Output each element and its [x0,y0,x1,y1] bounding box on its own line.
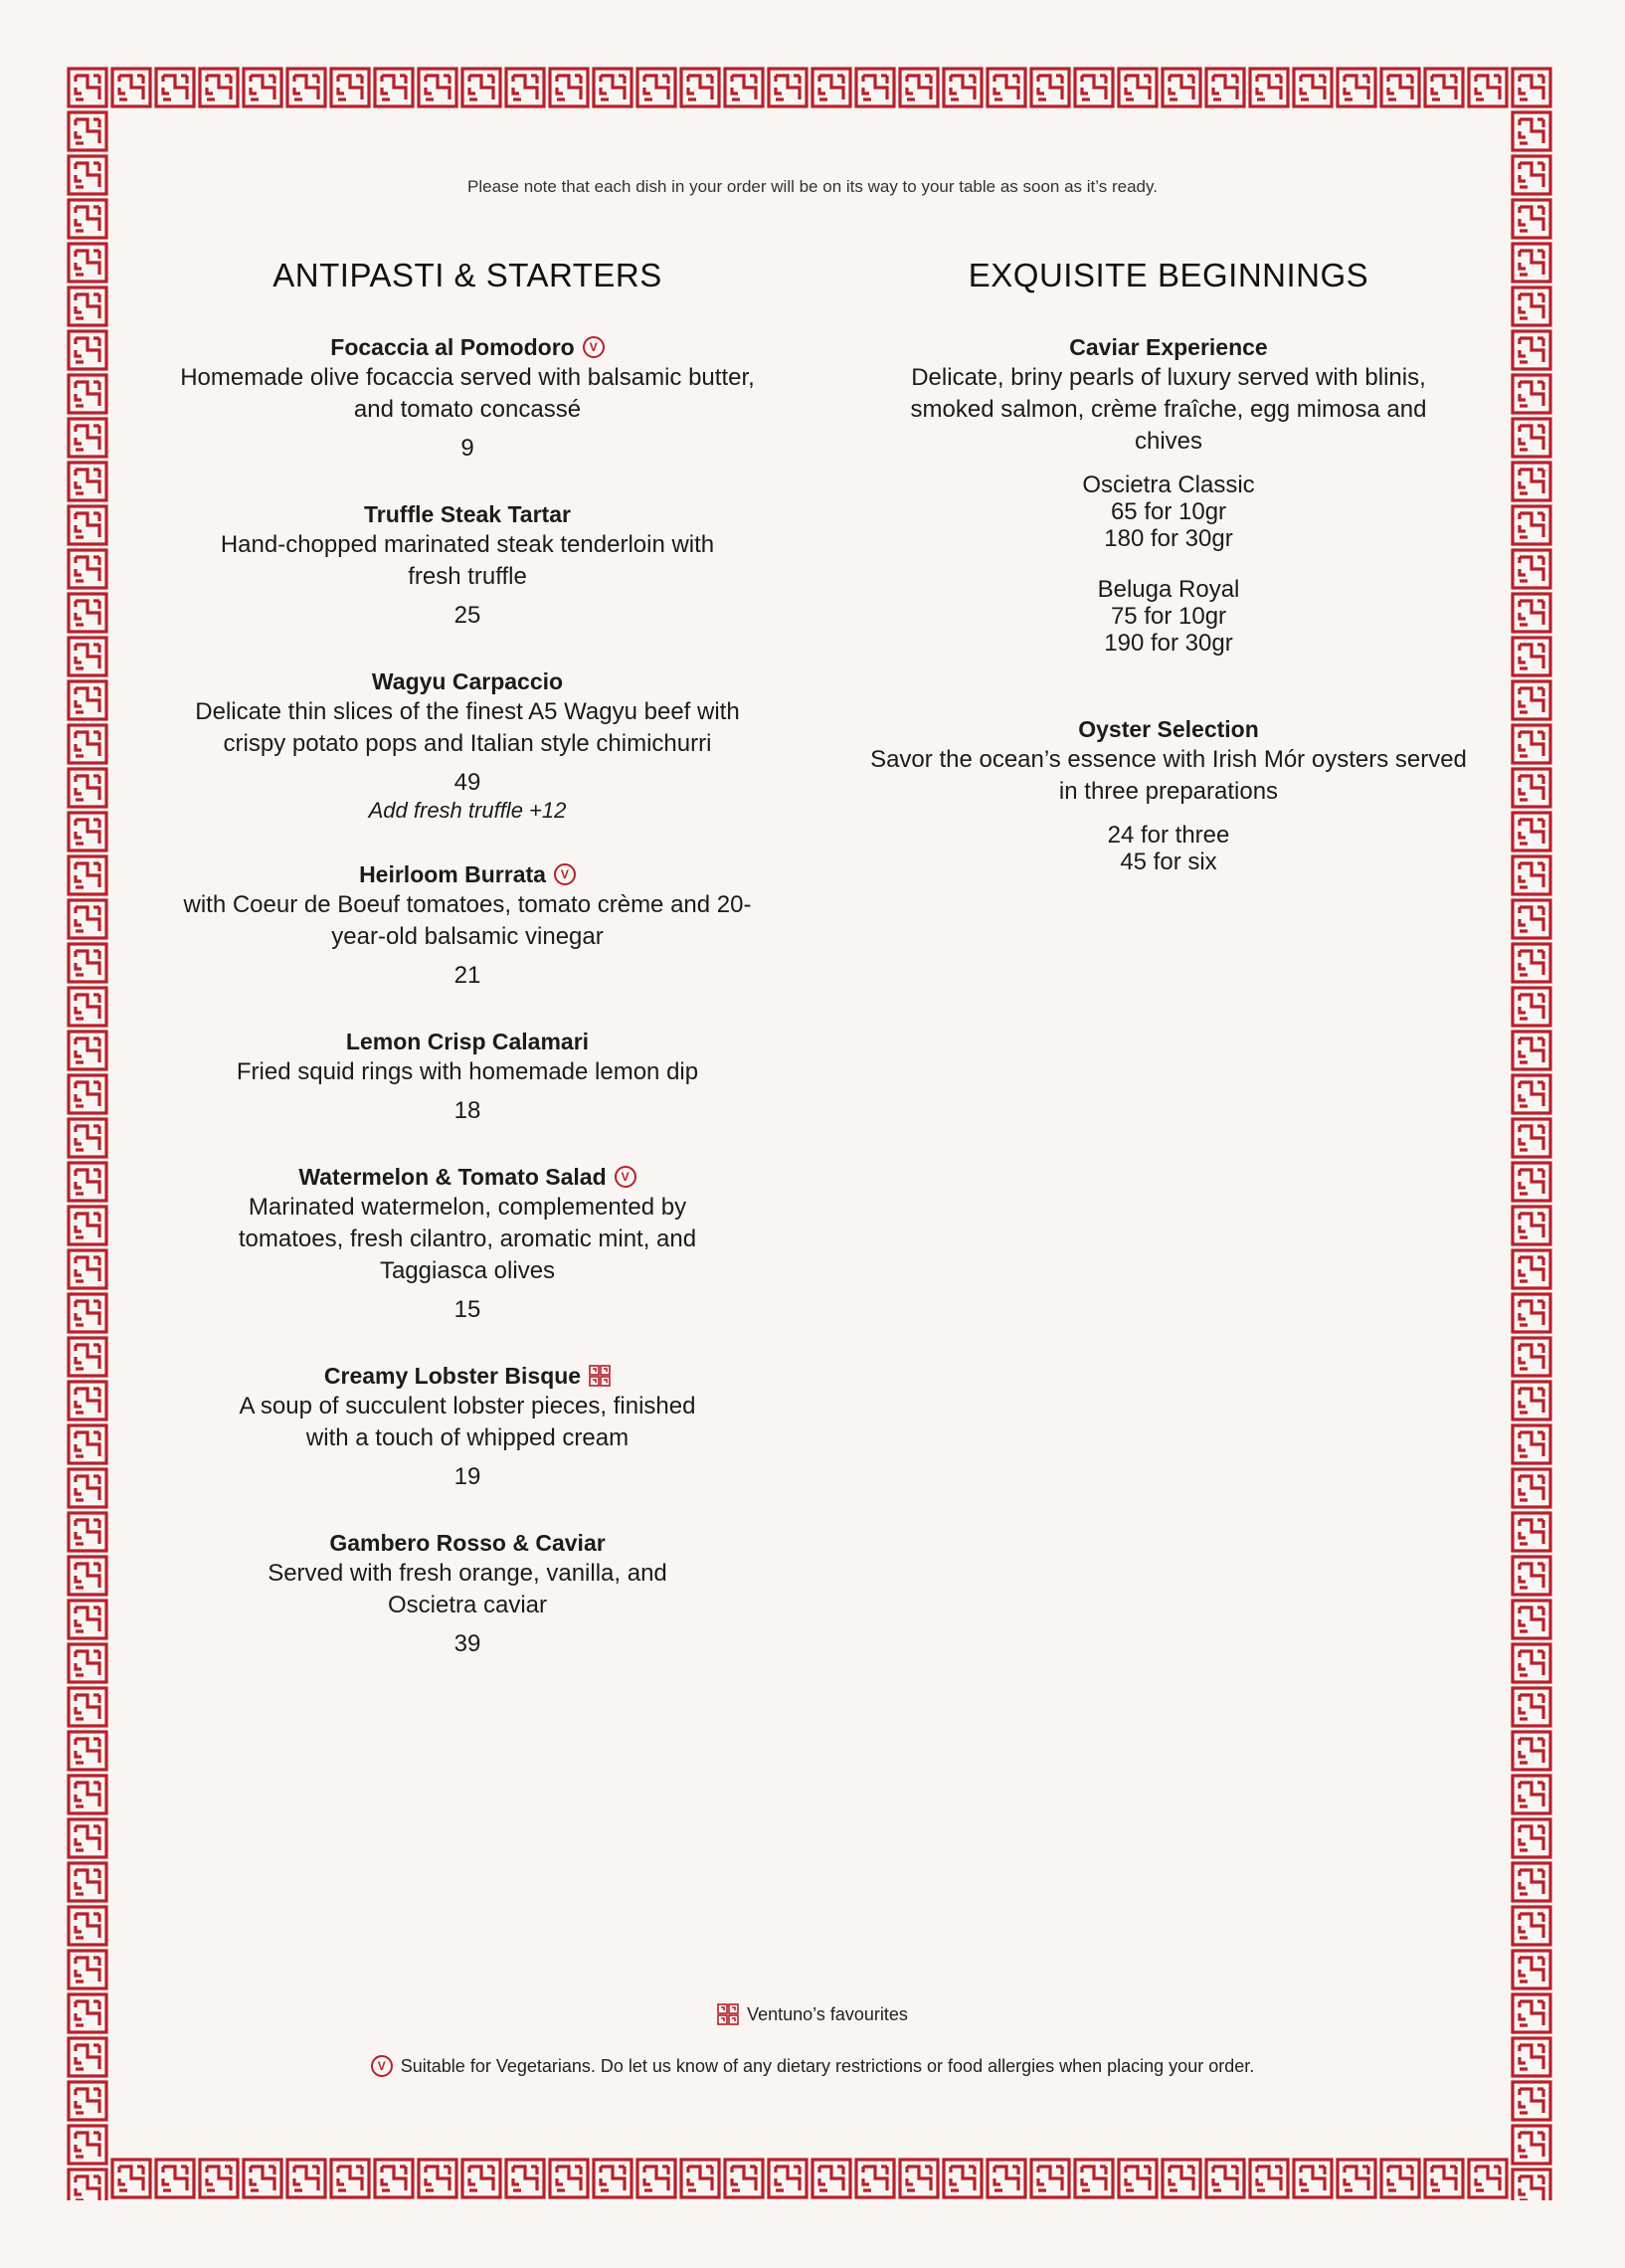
vegetarian-icon: V [371,2055,393,2077]
item-price: 49 [453,769,481,796]
item-addon: Add fresh truffle +12 [368,798,567,823]
item-name: Caviar Experience [1069,334,1268,360]
menu-item [169,1162,766,1325]
item-description: Marinated watermelon, complemented by tomatoes, fresh cilantro, aromatic mint, and Taggiasca olives [238,1194,697,1284]
item-name: Heirloom Burrata V [359,859,576,889]
menu-item-caviar [870,332,1467,657]
option-price: 75 for 10gr [1110,603,1227,630]
item-description: Savor the ocean’s essence with Irish Mór oysters served in three preparations [870,746,1467,805]
item-price: 9 [460,435,474,462]
item-name: Gambero Rosso & Caviar [329,1530,606,1556]
item-description: with Coeur de Boeuf tomatoes, tomato crème and 20-year-old balsamic vinegar [183,891,752,950]
vegetarian-icon: V [615,1166,636,1188]
item-name: Oyster Selection [1078,716,1259,742]
item-price: 18 [453,1097,481,1124]
menu-item [169,1528,766,1659]
item-price: 19 [453,1463,481,1490]
menu-item [169,499,766,631]
exquisite-column [870,257,1467,911]
menu-item [169,332,766,464]
section-title-antipasti: ANTIPASTI & STARTERS [272,257,662,293]
item-description: A soup of succulent lobster pieces, finished with a touch of whipped cream [239,1393,696,1451]
option-title: Beluga Royal [1097,576,1240,603]
item-description: Served with fresh orange, vanilla, and Oscietra caviar [268,1560,667,1618]
item-description: Hand-chopped marinated steak tenderloin with fresh truffle [220,531,715,590]
vegetarian-icon: V [583,336,605,358]
section-title-exquisite: EXQUISITE BEGINNINGS [968,257,1369,293]
decorative-border-top [66,66,1553,109]
option-title: Oscietra Classic [1082,472,1255,498]
decorative-border-right [1510,66,1553,2200]
favourites-legend: Ventuno’s favourites [0,2003,1625,2025]
item-name: Lemon Crisp Calamari [345,1029,590,1054]
item-description: Fried squid rings with homemade lemon dip [236,1058,699,1085]
decorative-border-bottom [66,2157,1553,2200]
item-name: Watermelon & Tomato Salad V [298,1162,635,1192]
item-description: Homemade olive focaccia served with balsamic butter, and tomato concassé [180,364,755,423]
favourite-icon [589,1365,611,1387]
item-description: Delicate, briny pearls of luxury served with blinis, smoked salmon, crème fraîche, egg mimosa and chives [910,364,1427,455]
antipasti-column [169,257,766,1695]
option-price: 180 for 30gr [1104,525,1233,552]
item-price: 15 [453,1296,481,1323]
decorative-border-left [66,66,109,2200]
menu-item-oyster [870,714,1467,875]
service-note: Please note that each dish in your order will be on its way to your table as soon as it’s ready. [467,177,1158,196]
item-name: Focaccia al Pomodoro V [330,332,604,362]
menu-item [169,1027,766,1126]
item-name: Wagyu Carpaccio [371,668,564,694]
oyster-prices [870,822,1467,875]
favourite-icon [717,2003,739,2025]
option-price: 65 for 10gr [1110,498,1227,525]
caviar-option [870,472,1467,552]
caviar-option [870,576,1467,657]
vegetarian-icon: V [554,863,576,885]
item-price: 39 [453,1630,481,1657]
option-price: 24 for three [1107,822,1230,849]
item-name: Truffle Steak Tartar [364,501,571,527]
menu-item [169,1361,766,1492]
vegetarian-legend: V Suitable for Vegetarians. Do let us know of any dietary restrictions or food allergies when placing your order. [0,2055,1625,2077]
item-name: Creamy Lobster Bisque [324,1361,611,1391]
option-price: 45 for six [1120,849,1217,875]
menu-item [169,666,766,824]
item-price: 25 [453,602,481,629]
option-price: 190 for 30gr [1104,630,1233,657]
item-description: Delicate thin slices of the finest A5 Wagyu beef with crispy potato pops and Italian style chimichurri [195,698,740,757]
item-price: 21 [453,962,481,989]
menu-item [169,859,766,991]
